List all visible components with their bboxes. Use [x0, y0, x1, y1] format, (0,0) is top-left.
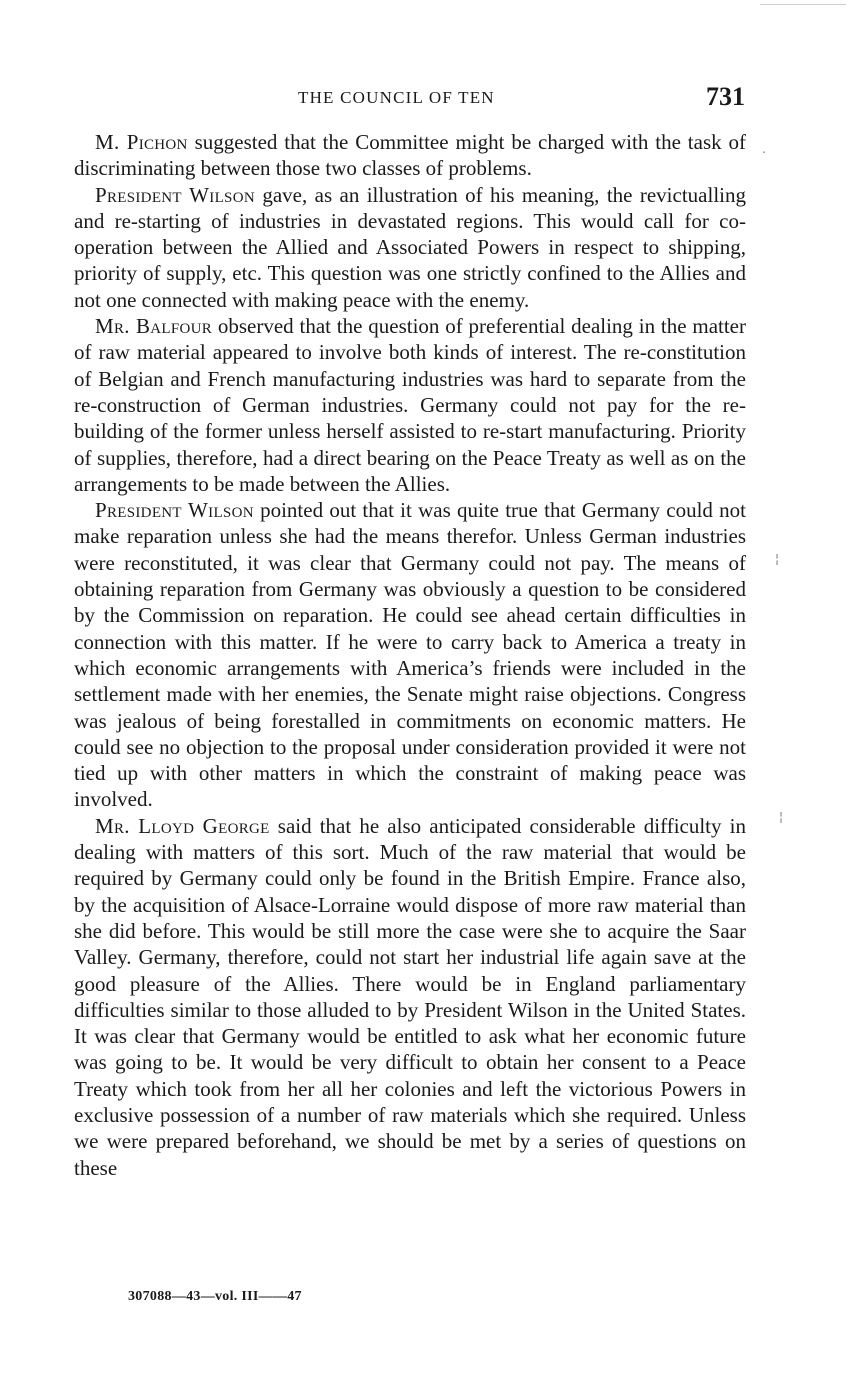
margin-speck: ¦ [779, 810, 784, 824]
paragraph [74, 813, 746, 1181]
speaker-name: M. Pichon [95, 130, 188, 154]
paragraph [74, 182, 746, 313]
running-head [0, 84, 850, 114]
paragraph-text: gave, as an illustration of his meaning, the revictualling and re-starting of industries in devastated regions. This would call for co-operation between the Allied and Associated Powers in respect to shipping, priority of supply, etc. This question was one strictly confined to the Allies and not one connected with making peace with the enemy. [74, 182, 746, 312]
paragraph-text: said that he also anticipated considerable difficulty in dealing with matters of this sort. Much of the raw material that would be required by Germany could only be found in the British Empire. France also, by the acquisition of Alsace-Lorraine would dispose of more raw material than she did before. This would be still more the case were she to acquire the Saar Valley. Germany, therefore, could not start her industrial life again save at the good pleasure of the Allies. There would be in England parliamentary difficulties similar to those alluded to by President Wilson in the United States. It was clear that Germany would be entitled to ask what her economic future was going to be. It would be very difficult to obtain her consent to a Peace Treaty which took from her all her colonies and left the victorious Powers in exclusive possession of a number of raw materials which she required. Unless we were prepared beforehand, we should be met by a series of questions on these [74, 813, 746, 1180]
printer-signature: 307088—43—vol. III——47 [128, 1289, 302, 1304]
page-number: 731 [706, 82, 745, 111]
speaker-name: President Wilson [95, 182, 255, 207]
paragraph-text: pointed out that it was quite true that Germany could not make reparation unless she had the means therefor. Unless German industries were reconstituted, it was clear that Germany could not pay. The means of obtaining reparation from Germany was obviously a question to be considered by the Commission on reparation. He could see ahead certain difficulties in connection with this matter. If he were to carry back to America a treaty in which economic arrangements with America’s friends were included in the settlement made with her enemies, the Senate might raise objections. Congress was jealous of being forestalled in commitments on economic matters. He could see no objection to the proposal under consideration provided it were not tied up with other matters in which the constraint of making peace was involved. [74, 498, 746, 812]
paragraph-text: observed that the question of preferential dealing in the matter of raw material appeared to involve both kinds of interest. The re-constitution of Belgian and French manufacturing industries was hard to separate from the re-construction of German industries. Germany could not pay for the re-building of the former unless herself assisted to re-start manufacturing. Priority of supplies, therefore, had a direct bearing on the Peace Treaty as well as on the arrangements to be made between the Allies. [74, 314, 746, 496]
paragraph [74, 129, 746, 182]
margin-speck: ¦ [775, 552, 780, 566]
body-text [74, 129, 746, 1181]
speaker-name: Mr. Balfour [95, 314, 213, 339]
paragraph-text: suggested that the Committee might be charged with the task of discriminating between those two classes of problems. [74, 130, 746, 181]
speaker-name: President Wilson [95, 498, 254, 523]
running-title: THE COUNCIL OF TEN [298, 88, 495, 107]
top-edge-rule [760, 4, 846, 5]
speaker-name: Mr. Lloyd George [95, 813, 270, 838]
margin-speck: . [762, 142, 766, 156]
paragraph [74, 497, 746, 813]
paragraph [74, 313, 746, 497]
